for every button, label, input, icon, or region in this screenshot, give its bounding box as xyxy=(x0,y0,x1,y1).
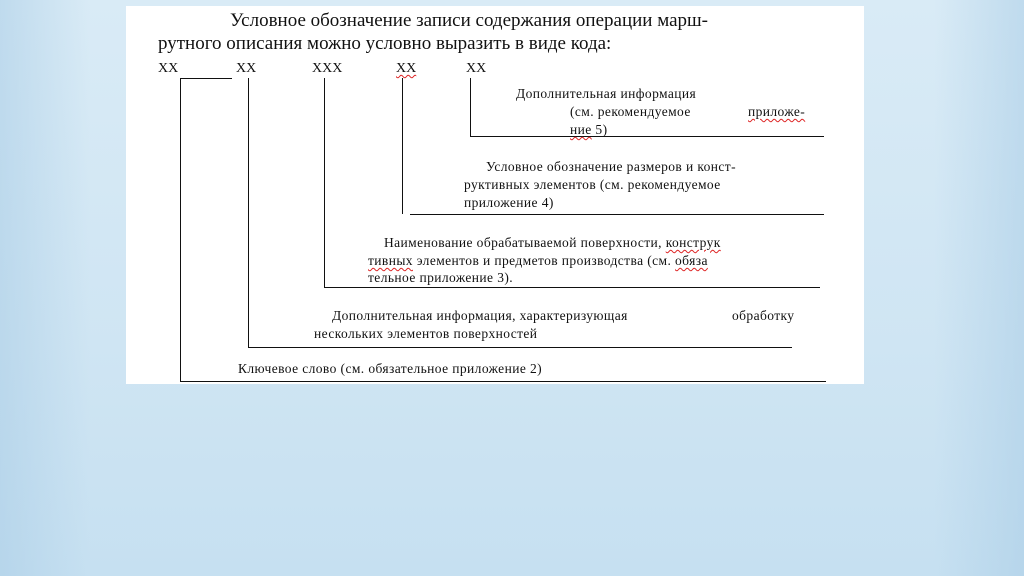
connector-4-horizontal xyxy=(410,214,824,215)
extra-info-line-2b: приложе- xyxy=(748,104,806,119)
sizes-line-3: приложение 4) xyxy=(464,195,554,210)
sizes-line-2: руктивных элементов (см. рекомендуемое xyxy=(464,177,721,192)
connector-2-vertical xyxy=(248,78,249,348)
extra-info-line-3a: ние xyxy=(570,122,592,137)
connector-4-vertical xyxy=(402,78,403,214)
processing-line-1b: обработку xyxy=(732,308,795,323)
surface-line-1b: конструк xyxy=(665,235,721,250)
surface-line-2a: тивных xyxy=(368,253,413,268)
surface-line-3: тельное приложение 3). xyxy=(368,270,514,285)
connector-5-horizontal xyxy=(470,136,824,137)
surface-line-1 xyxy=(384,235,721,251)
connector-1-horizontal xyxy=(180,381,826,382)
connector-3-horizontal xyxy=(324,287,820,288)
connector-1-vertical xyxy=(180,78,181,382)
slide-background-right xyxy=(934,0,1024,576)
title-line-2: рутного описания можно условно выразить в виде кода: xyxy=(158,33,612,54)
extra-info-line-3 xyxy=(570,122,607,138)
connector-5-vertical xyxy=(470,78,471,136)
code-segment-1: XX xyxy=(158,61,179,76)
surface-line-2c: обяза xyxy=(675,253,708,268)
extra-info-line-1: Дополнительная информация xyxy=(516,86,697,101)
connector-2-horizontal xyxy=(248,347,792,348)
extra-info-line-2a: (см. рекомендуемое xyxy=(570,104,691,119)
sizes-line-1: Условное обозначение размеров и конст- xyxy=(486,159,736,174)
code-segment-3: XXX xyxy=(312,61,343,76)
code-segment-2: XX xyxy=(236,61,257,76)
extra-info-line-3b: 5) xyxy=(591,122,608,137)
document-image xyxy=(126,6,864,384)
surface-line-1a: Наименование обрабатываемой поверхности, xyxy=(384,235,666,250)
title-line-1: Условное обозначение записи содержания операции марш- xyxy=(230,10,708,31)
connector-3-vertical xyxy=(324,78,325,288)
surface-line-2 xyxy=(368,253,708,269)
slide-background-left xyxy=(0,0,90,576)
surface-line-2b: элементов и предметов производства (см. xyxy=(412,253,676,268)
code-segment-4: XX xyxy=(396,61,417,76)
code-underline-1 xyxy=(180,78,232,79)
processing-line-1a: Дополнительная информация, характеризующая xyxy=(332,308,628,323)
keyword-line-1: Ключевое слово (см. обязательное приложение 2) xyxy=(238,361,543,376)
code-segment-5: XX xyxy=(466,61,487,76)
processing-line-2: нескольких элементов поверхностей xyxy=(314,326,538,341)
